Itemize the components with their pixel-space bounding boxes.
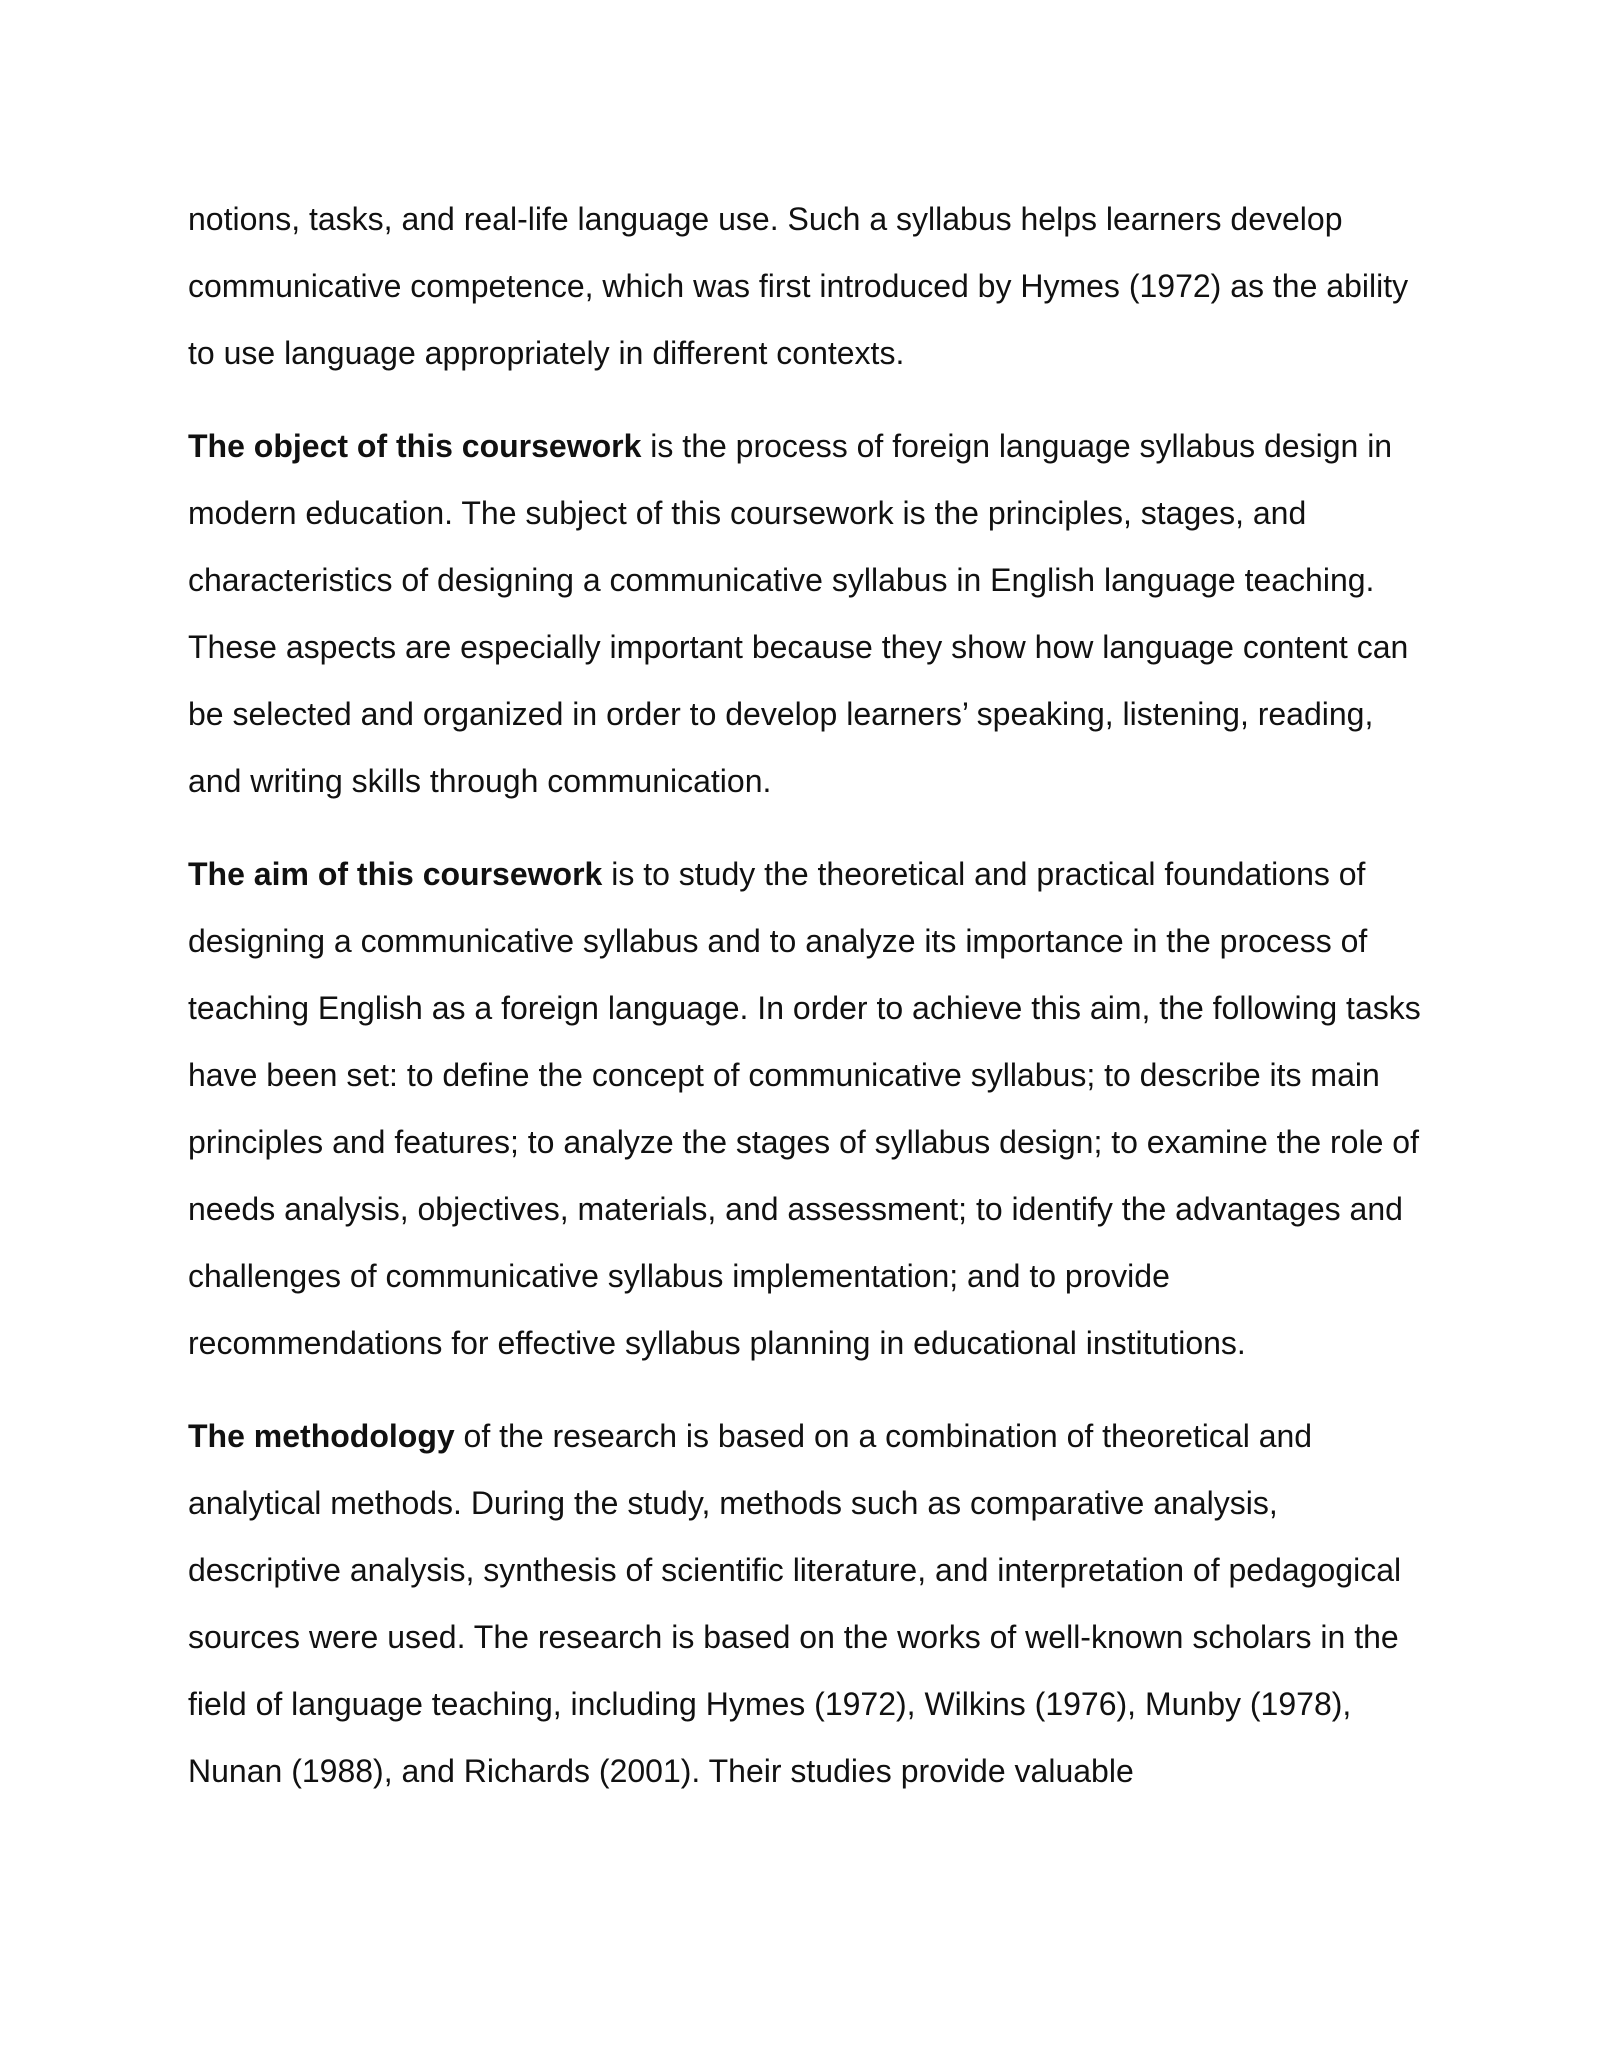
document-body (188, 186, 1428, 1831)
paragraph-lead: The object of this coursework (188, 428, 642, 464)
paragraph-aim (188, 841, 1428, 1377)
paragraph-intro-continuation (188, 186, 1428, 387)
paragraph-methodology (188, 1403, 1428, 1805)
paragraph-lead: The aim of this coursework (188, 856, 603, 892)
paragraph-object (188, 413, 1428, 815)
paragraph-text: is to study the theoretical and practical foundations of designing a communicative syllabus and to analyze its importance in the process of teaching English as a foreign language. In order to achieve this aim, the following tasks have been set: to define the concept of communicative syllabus; to describe its main principles and features; to analyze the stages of syllabus design; to examine the role of needs analysis, objectives, materials, and assessment; to identify the advantages and challenges of communicative syllabus implementation; and to provide recommendations for effective syllabus planning in educational institutions. (188, 856, 1421, 1361)
paragraph-text: is the process of foreign language syllabus design in modern education. The subject of this coursework is the principles, stages, and characteristics of designing a communicative syllabus in English language teaching. These aspects are especially important because they show how language content can be selected and organized in order to develop learners’ speaking, listening, reading, and writing skills through communication. (188, 428, 1409, 799)
paragraph-text: notions, tasks, and real-life language use. Such a syllabus helps learners develop communicative competence, which was first introduced by Hymes (1972) as the ability to use language appropriately in different contexts. (188, 201, 1409, 371)
paragraph-lead: The methodology (188, 1418, 455, 1454)
paragraph-text: of the research is based on a combination of theoretical and analytical methods. During the study, methods such as comparative analysis, descriptive analysis, synthesis of scientific literature, and interpretation of pedagogical sources were used. The research is based on the works of well-known scholars in the field of language teaching, including Hymes (1972), Wilkins (1976), Munby (1978), Nunan (1988), and Richards (2001). Their studies provide valuable (188, 1418, 1402, 1789)
